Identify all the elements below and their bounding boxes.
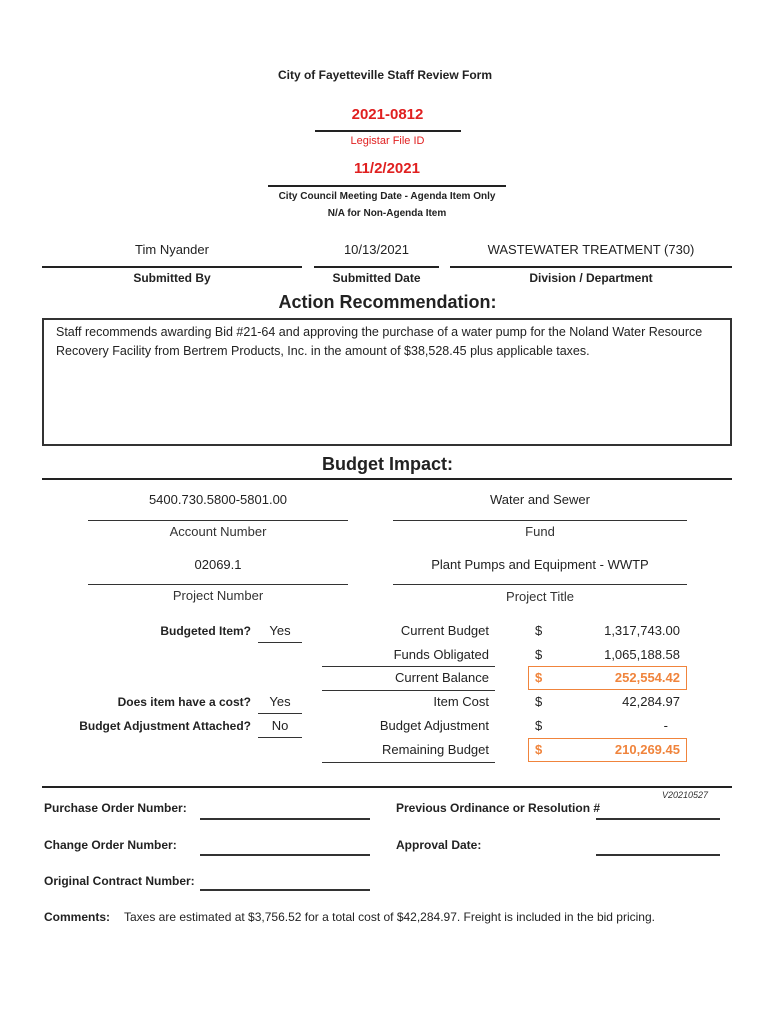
current-balance-underline — [322, 690, 495, 691]
comments-label: Comments: — [44, 910, 111, 924]
funds-obligated-currency: $ — [535, 647, 543, 662]
change-order-label: Change Order Number: — [44, 838, 177, 852]
project-title-value: Plant Pumps and Equipment - WWTP — [431, 557, 649, 572]
account-number-value: 5400.730.5800-5801.00 — [148, 492, 288, 507]
original-contract-label: Original Contract Number: — [44, 874, 195, 888]
comments-text: Taxes are estimated at $3,756.52 for a total cost of $42,284.97. Freight is included in the bid pricing. — [124, 910, 655, 924]
budget-heading-underline — [42, 478, 732, 480]
remaining-budget-currency: $ — [535, 742, 543, 757]
purchase-order-label: Purchase Order Number: — [44, 801, 187, 815]
funds-obligated-value: 1,065,188.58 — [604, 647, 680, 662]
adjustment-attached-value: No — [271, 718, 289, 733]
current-budget-value: 1,317,743.00 — [604, 623, 680, 638]
project-number-value: 02069.1 — [194, 557, 242, 572]
budget-adjustment-currency: $ — [535, 718, 543, 733]
legistar-underline — [315, 130, 461, 132]
remaining-budget-label: Remaining Budget — [382, 742, 489, 757]
submitted-date-underline — [314, 266, 439, 268]
division-value: WASTEWATER TREATMENT (730) — [487, 242, 695, 257]
budget-adjustment-value: - — [663, 718, 668, 733]
adjustment-attached-underline — [258, 737, 302, 738]
project-number-underline — [88, 584, 348, 585]
current-budget-currency: $ — [535, 623, 543, 638]
budgeted-item-value: Yes — [269, 623, 291, 638]
current-balance-currency: $ — [535, 670, 543, 685]
submitted-date-label: Submitted Date — [332, 271, 421, 285]
fund-value: Water and Sewer — [490, 492, 590, 507]
project-title-label: Project Title — [506, 589, 574, 604]
previous-ordinance-label: Previous Ordinance or Resolution # — [396, 801, 601, 815]
division-label: Division / Department — [529, 271, 653, 285]
current-balance-value: 252,554.42 — [614, 670, 680, 685]
legistar-file-id-value: 2021-0812 — [351, 106, 424, 123]
current-balance-label: Current Balance — [395, 670, 489, 685]
has-cost-label: Does item have a cost? — [117, 695, 251, 709]
section-divider — [42, 786, 732, 788]
item-cost-value: 42,284.97 — [622, 694, 680, 709]
adjustment-attached-label: Budget Adjustment Attached? — [79, 719, 251, 733]
submitted-by-underline — [42, 266, 302, 268]
current-budget-label: Current Budget — [400, 623, 489, 638]
submitted-by-value: Tim Nyander — [135, 242, 209, 257]
form-title: City of Fayetteville Staff Review Form — [277, 68, 493, 82]
meeting-date-note: N/A for Non-Agenda Item — [327, 208, 447, 219]
submitted-date-value: 10/13/2021 — [343, 242, 410, 257]
account-number-underline — [88, 520, 348, 521]
account-number-label: Account Number — [169, 524, 267, 539]
previous-ordinance-field[interactable] — [596, 818, 720, 820]
division-underline — [450, 266, 732, 268]
project-number-label: Project Number — [172, 588, 264, 603]
action-box — [42, 318, 732, 446]
meeting-date-value: 11/2/2021 — [354, 160, 420, 177]
remaining-budget-underline — [322, 762, 495, 763]
approval-date-label: Approval Date: — [396, 838, 482, 852]
budget-heading: Budget Impact: — [321, 454, 453, 474]
version-label: V20210527 — [662, 790, 709, 800]
has-cost-value: Yes — [269, 694, 291, 709]
action-text: Staff recommends awarding Bid #21-64 and approving the purchase of a water pump for the Noland Water Resource Recovery Facility from Bertrem Products, Inc. in the amount of $38,528.45 plus applicable taxes. — [56, 325, 703, 358]
meeting-date-label: City Council Meeting Date - Agenda Item Only — [278, 191, 496, 202]
submitted-by-label: Submitted By — [133, 271, 211, 285]
item-cost-currency: $ — [535, 694, 543, 709]
has-cost-underline — [258, 713, 302, 714]
budgeted-item-label: Budgeted Item? — [160, 624, 251, 638]
budget-adjustment-label: Budget Adjustment — [379, 718, 489, 733]
item-cost-label: Item Cost — [433, 694, 489, 709]
approval-date-field[interactable] — [596, 854, 720, 856]
project-title-underline — [393, 584, 687, 585]
fund-underline — [393, 520, 687, 521]
purchase-order-field[interactable] — [200, 818, 370, 820]
funds-obligated-label: Funds Obligated — [393, 647, 489, 662]
fund-label: Fund — [525, 524, 555, 539]
action-heading: Action Recommendation: — [278, 292, 497, 312]
budgeted-item-underline — [258, 642, 302, 643]
change-order-field[interactable] — [200, 854, 370, 856]
funds-obligated-underline — [322, 666, 495, 667]
original-contract-field[interactable] — [200, 889, 370, 891]
legistar-file-id-label: Legistar File ID — [350, 135, 425, 147]
meeting-date-underline — [268, 185, 506, 187]
remaining-budget-value: 210,269.45 — [614, 742, 680, 757]
